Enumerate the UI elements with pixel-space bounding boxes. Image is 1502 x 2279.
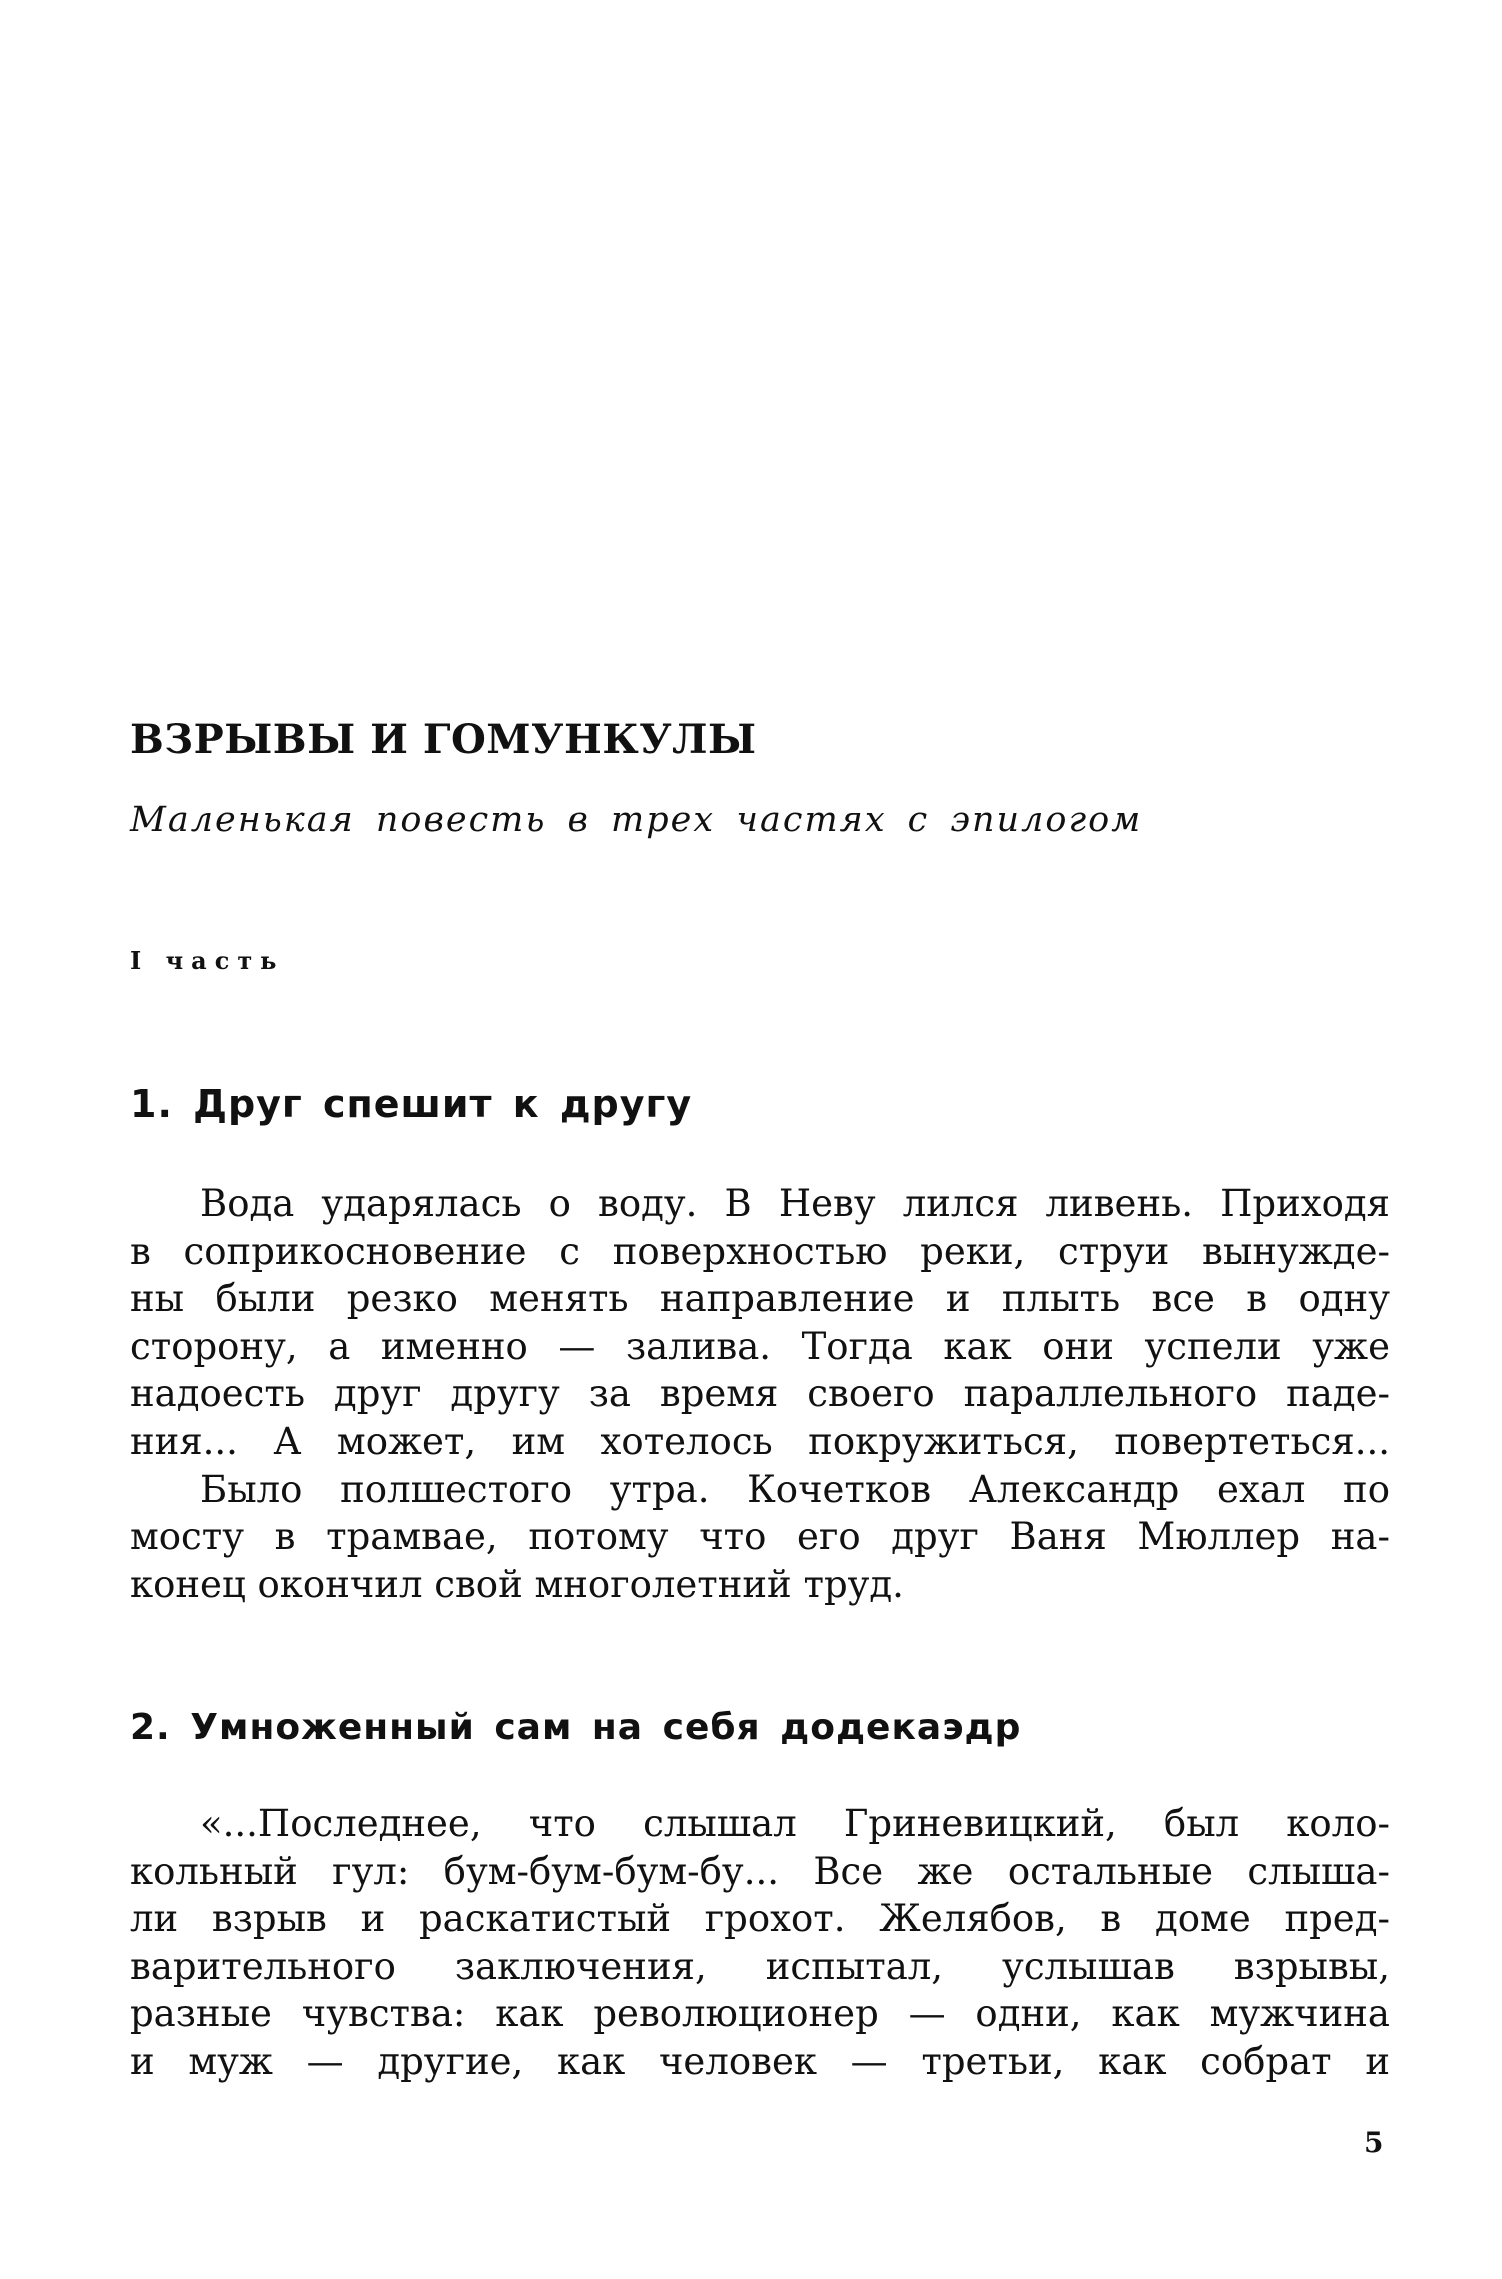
chapter-1-heading: 1. Друг спешит к другу [130, 1082, 693, 1126]
text-line: надоесть друг другу за время своего параллельного паде- [130, 1372, 1390, 1416]
part-label: I часть [130, 946, 285, 975]
text-line: ния... А может, им хотелось покружиться, повертеться... [130, 1419, 1390, 1463]
book-title: ВЗРЫВЫ И ГОМУНКУЛЫ [130, 716, 757, 763]
chapter-1-text [130, 1180, 1390, 1608]
text-line: мосту в трамвае, потому что его друг Ваня Мюллер на- [130, 1515, 1390, 1559]
text-line: ны были резко менять направление и плыть все в одну [130, 1277, 1390, 1321]
text-line: в соприкосновение с поверхностью реки, струи вынужде- [130, 1229, 1390, 1273]
text-line: ли взрыв и раскатистый грохот. Желябов, в доме пред- [130, 1897, 1390, 1941]
chapter-2-text [130, 1800, 1390, 2086]
text-line: разные чувства: как революционер — одни, как мужчина [130, 1992, 1390, 2036]
text-line: сторону, а именно — залива. Тогда как они успели уже [130, 1324, 1390, 1368]
chapter-2-heading: 2. Умноженный сам на себя додекаэдр [130, 1707, 1022, 1748]
text-line: конец окончил свой многолетний труд. [130, 1562, 904, 1606]
text-line: «...Последнее, что слышал Гриневицкий, был коло- [200, 1802, 1390, 1845]
text-line: кольный гул: бум-бум-бум-бу... Все же остальные слыша- [130, 1849, 1390, 1893]
text-line: варительного заключения, испытал, услышав взрывы, [130, 1944, 1390, 1988]
page-number: 5 [1364, 2126, 1384, 2159]
text-line: Вода ударялась о воду. В Неву лился ливень. Приходя [200, 1182, 1390, 1225]
book-subtitle: Маленькая повесть в трех частях с эпилогом [130, 800, 1143, 840]
text-line: и муж — другие, как человек — третьи, как собрат и [130, 2039, 1390, 2083]
text-line: Было полшестого утра. Кочетков Александр ехал по [200, 1467, 1390, 1511]
